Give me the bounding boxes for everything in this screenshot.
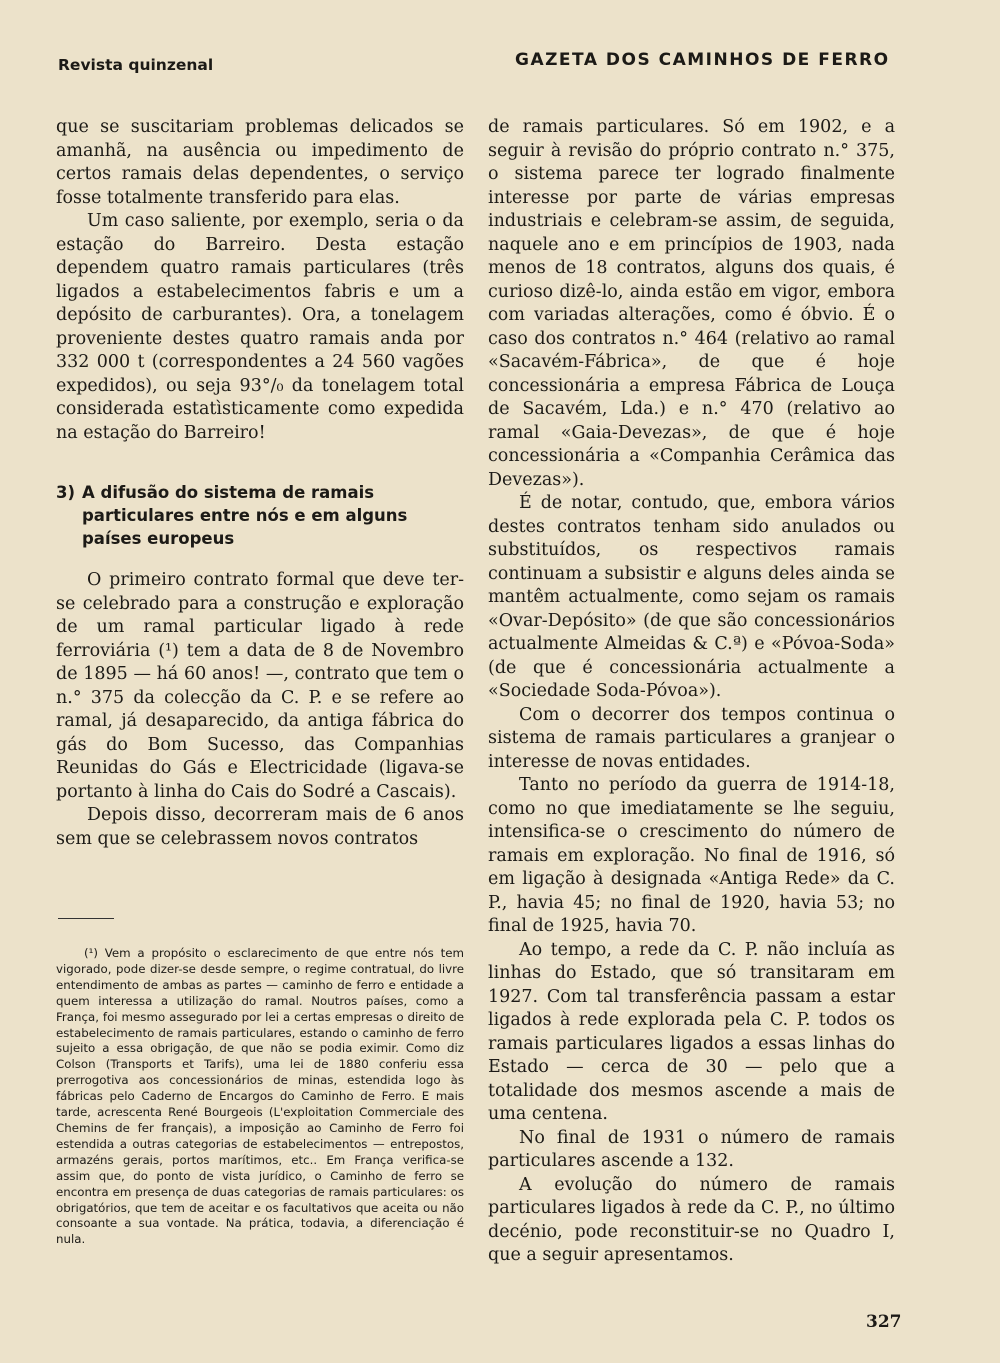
footnote-rule [58, 918, 114, 919]
right-paragraph-4: Tanto no período da guerra de 1914-18, como no que imediatamente se lhe seguiu, intensifica-se o crescimento do número de ramais em exploração. No final de 1916, só em ligação à designada «Antiga Rede» da C. P., havia 45; no final de 1920, havia 53; no final de 1925, havia 70. [488, 775, 895, 936]
left-paragraph-4: Depois disso, decorreram mais de 6 anos sem que se celebrassem novos contratos [56, 805, 464, 849]
running-head-left: Revista quinzenal [58, 56, 214, 74]
right-paragraph-6: No final de 1931 o número de ramais particulares ascende a 132. [488, 1127, 895, 1171]
left-paragraph-1: que se suscitariam problemas delicados se amanhã, na ausência ou impedimento de certos ramais delas dependentes, o serviço fosse totalmente transferido para elas. [56, 117, 464, 208]
left-paragraph-2: Um caso saliente, por exemplo, seria o da estação do Barreiro. Desta estação dependem quatro ramais particulares (três ligados a estabelecimentos fabris e um a depósito de carburantes). Ora, a tonelagem proveniente destes quatro ramais anda por 332 000 t (correspondentes a 24 560 vagões expedidos), ou seja 93°/₀ da tonelagem total considerada estatìsticamente como expedida na estação do Barreiro! [56, 211, 464, 443]
left-column [56, 116, 464, 851]
page-number: 327 [866, 1312, 902, 1332]
right-column [488, 116, 895, 1268]
right-paragraph-2: É de notar, contudo, que, embora vários destes contratos tenham sido anulados ou substituídos, os respectivos ramais continuam a subsistir e alguns deles ainda se mantêm actualmente, como sejam os ramais «Ovar-Depósito» (de que são concessionários actualmente Almeidas & C.ª) e «Póvoa-Soda» (de que é concessionária actualmente a «Sociedade Soda-Póvoa»). [488, 493, 895, 701]
left-paragraph-3: O primeiro contrato formal que deve ter-se celebrado para a construção e exploração de um ramal particular ligado à rede ferroviária (¹) tem a data de 8 de Novembro de 1895 — há 60 anos! —, contrato que tem o n.° 375 da colecção da C. P. e se refere ao ramal, já desaparecido, da antiga fábrica do gás do Bom Sucesso, das Companhias Reunidas do Gás e Electricidade (ligava-se portanto à linha do Cais do Sodré a Cascais). [56, 570, 464, 802]
section-number: 3) [56, 483, 76, 502]
right-paragraph-5: Ao tempo, a rede da C. P. não incluía as linhas do Estado, que só transitaram em 1927. Com tal transferência passam a estar ligados à rede explorada pela C. P. todos os ramais particulares ligados a essas linhas do Estado — cerca de 30 — pelo que a totalidade dos mesmos ascende a mais de uma centena. [488, 939, 895, 1124]
right-paragraph-1: de ramais particulares. Só em 1902, e a seguir à revisão do próprio contrato n.° 375, o sistema parece ter logrado finalmente interesse por parte de várias empresas industriais e celebram-se assim, de seguida, naquele ano e em princípios de 1903, nada menos de 18 contratos, alguns dos quais, é curioso dizê-lo, ainda estão em vigor, embora com variadas alterações, como é óbvio. É o caso dos contratos n.° 464 (relativo ao ramal «Sacavém-Fábrica», de que é hoje concessionária a empresa Fábrica de Louça de Sacavém, Lda.) e n.° 470 (relativo ao ramal «Gaia-Devezas», de que é hoje concessionária a «Companhia Cerâmica das Devezas»). [488, 117, 895, 490]
section-heading [56, 481, 464, 550]
running-head-right: GAZETA DOS CAMINHOS DE FERRO [515, 50, 890, 70]
section-title: A difusão do sistema de ramais particulares entre nós e em alguns países europeus [82, 483, 408, 548]
right-paragraph-7: A evolução do número de ramais particulares ligados à rede da C. P., no último decénio, pode reconstituir-se no Quadro I, que a seguir apresentamos. [488, 1174, 895, 1265]
footnote: (¹) Vem a propósito o esclarecimento de que entre nós tem vigorado, pode dizer-se desde sempre, o regime contratual, do livre entendimento de ambas as partes — caminho de ferro e entidade a quem interessa a utilização do ramal. Noutros países, como a França, foi mesmo assegurado por lei a certas empresas o direito de estabelecimento de ramais particulares, estando o caminho de ferro sujeito a essa obrigação, de que não se podia eximir. Como diz Colson (Transports et Tarifs), uma lei de 1880 conferiu essa prerrogotiva aos concessionários de minas, estendida logo às fábricas pelo Caderno de Encargos do Caminho de Ferro. E mais tarde, acrescenta René Bourgeois (L'exploitation Commerciale des Chemins de fer français), a imposição ao Caminho de Ferro foi estendida a outras categorias de estabelecimentos — entrepostos, armazéns gerais, portos marítimos, etc.. Em França verifica-se assim que, do ponto de vista jurídico, o Caminho de ferro se encontra em presença de duas categorias de ramais particulares: os obrigatórios, que tem de aceitar e os facultativos que aceita ou não consoante a sua vontade. Na prática, todavia, a diferenciação é nula. [56, 946, 464, 1247]
right-paragraph-3: Com o decorrer dos tempos continua o sistema de ramais particulares a granjear o interesse de novas entidades. [488, 704, 895, 772]
